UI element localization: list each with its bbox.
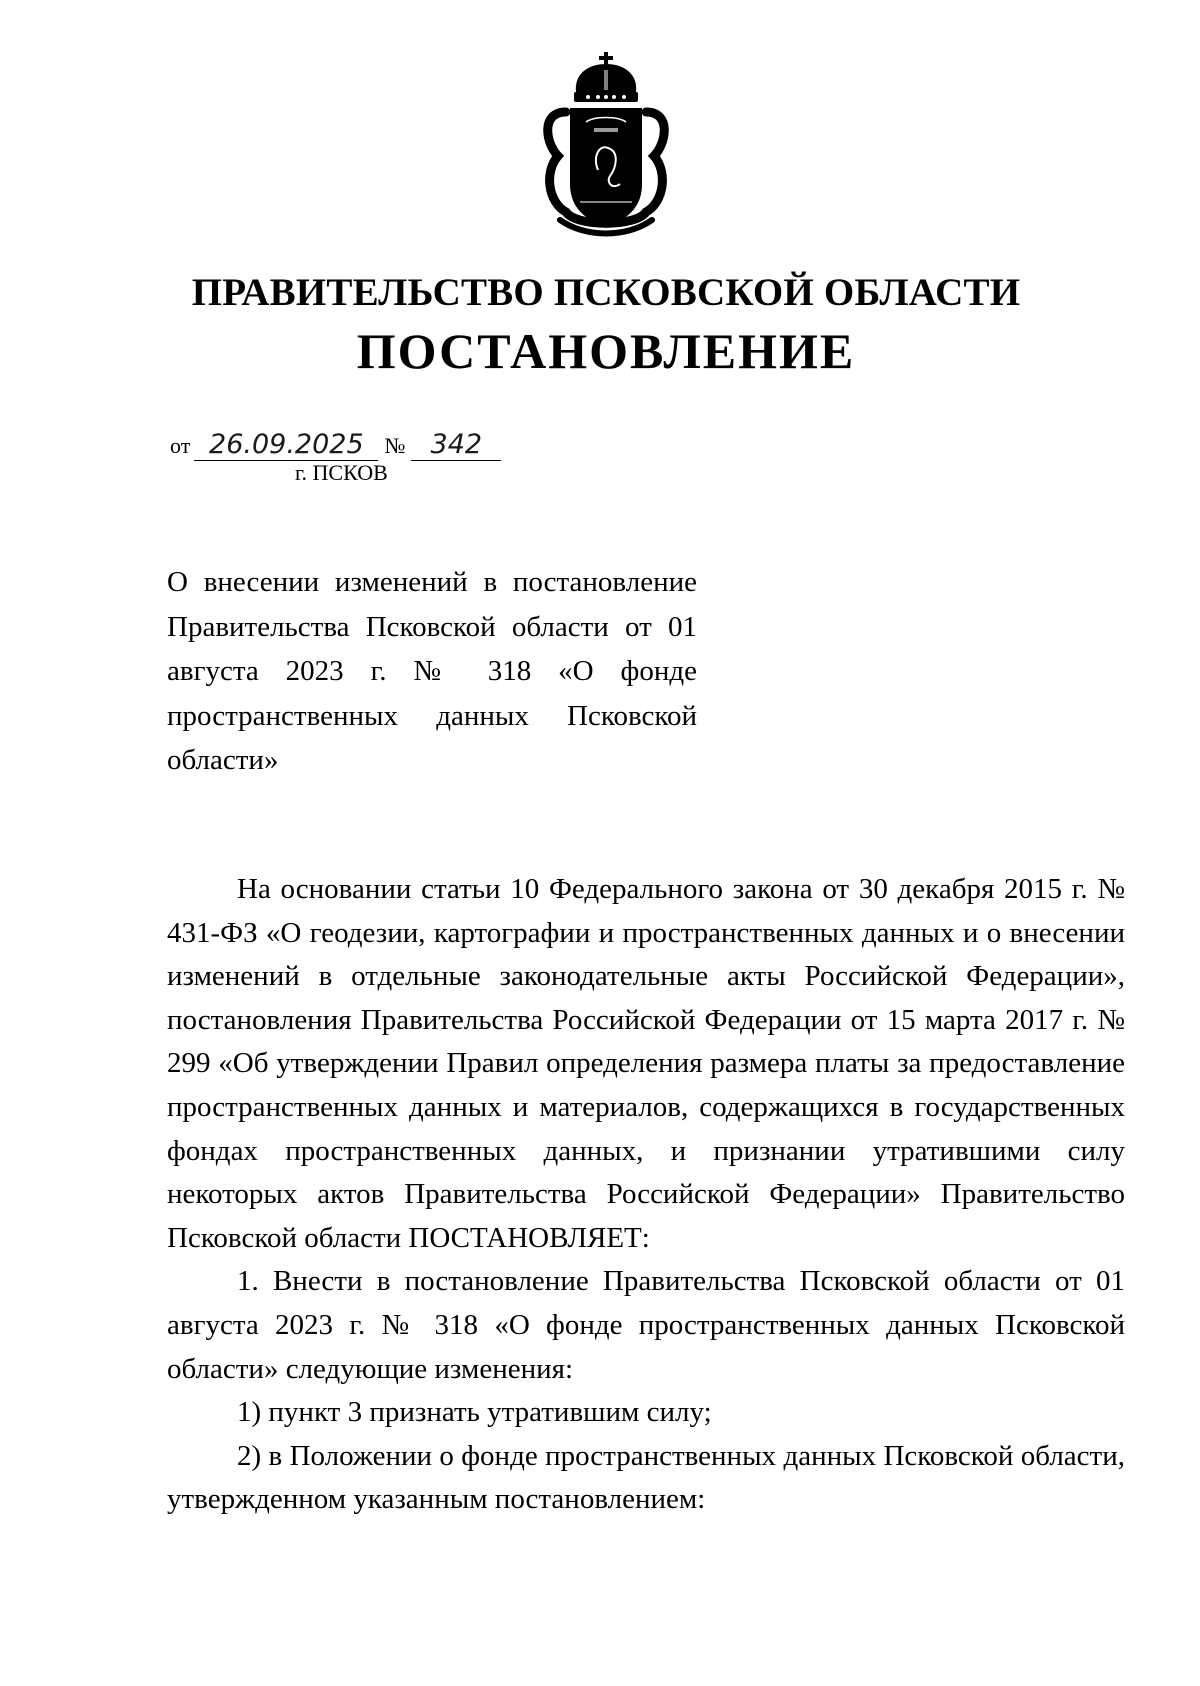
document-type-title: ПОСТАНОВЛЕНИЕ (356, 323, 856, 379)
number-prefix: № (384, 433, 406, 458)
handwritten-number: 342 (411, 430, 501, 461)
document-subject: О внесении изменений в постановление Правительства Псковской области от 01 августа 2023 г. № 318 «О фонде пространственных данных Псковской области» (167, 566, 697, 777)
body-paragraph-item-1: 1. Внести в постановление Правительства Псковской области от 01 августа 2023 г. № 318 «О фонде пространственных данных Псковской области» следующие изменения: (167, 1265, 1125, 1385)
date-number-line (170, 430, 501, 461)
government-title: ПРАВИТЕЛЬСТВО ПСКОВСКОЙ ОБЛАСТИ (191, 271, 1021, 314)
body-paragraph-subitem-1: 1) пункт 3 признать утратившим силу; (237, 1396, 712, 1429)
city-label: г. ПСКОВ (295, 460, 388, 485)
body-paragraph-subitem-2: 2) в Положении о фонде пространственных данных Псковской области, утвержденном указанным постановлением: (167, 1439, 1125, 1516)
pskov-oblast-coat-of-arms-icon (536, 52, 676, 240)
body-paragraph-preamble: На основании статьи 10 Федерального закона от 30 декабря 2015 г. № 431-ФЗ «О геодезии, картографии и пространственных данных и о внесении изменений в отдельные законодательные акты Российской Федерации», постановления Правительства Российской Федерации от 15 марта 2017 г. № 299 «Об утверждении Правил определения размера платы за предоставление пространственных данных и материалов, содержащихся в государственных фондах пространственных данных, и признании утратившими силу некоторых актов Правительства Российской Федерации» Правительство Псковской области ПОСТАНОВЛЯЕТ: (167, 873, 1125, 1254)
date-prefix: от (170, 433, 191, 458)
document-body (167, 868, 1125, 1522)
handwritten-date: 26.09.2025 (194, 430, 378, 461)
